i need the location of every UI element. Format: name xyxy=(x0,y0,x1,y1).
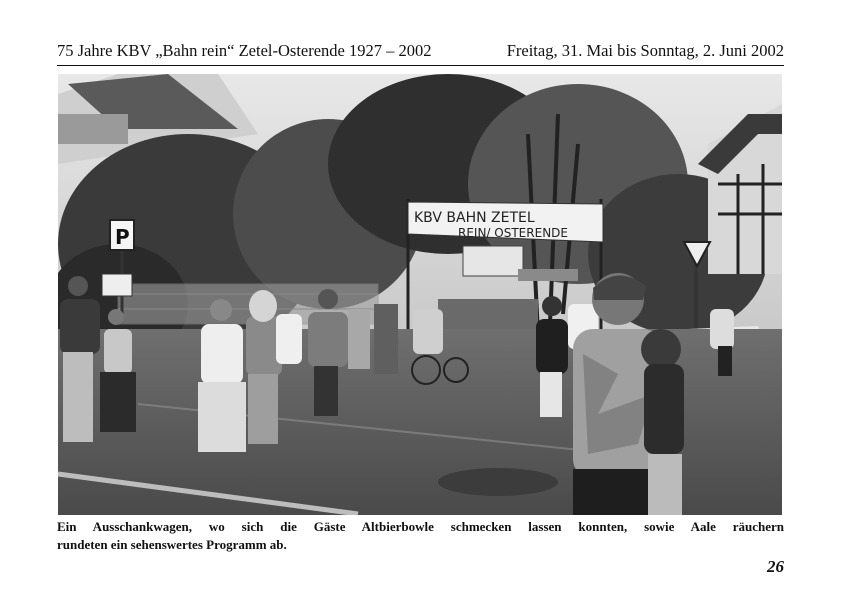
header-date: Freitag, 31. Mai bis Sonntag, 2. Juni 2002 xyxy=(506,41,784,60)
festival-photo xyxy=(58,74,782,515)
page-number: 26 xyxy=(767,557,784,576)
header-title: 75 Jahre KBV „Bahn rein“ Zetel-Osterende 1927 – 2002 xyxy=(57,41,432,60)
page-header xyxy=(57,40,784,62)
photo-caption xyxy=(57,518,784,554)
caption-line-1: Ein Ausschankwagen, wo sich die Gäste Altbierbowle schmecken lassen konnten, sowie Aale räuchern xyxy=(57,519,784,534)
caption-line-2: rundeten ein sehenswertes Programm ab. xyxy=(57,537,287,552)
banner-text-2: REIN/ OSTERENDE xyxy=(458,226,568,240)
banner-text-1: KBV BAHN ZETEL xyxy=(414,210,535,226)
parking-sign-text: P xyxy=(115,225,130,249)
header-rule xyxy=(57,65,784,66)
